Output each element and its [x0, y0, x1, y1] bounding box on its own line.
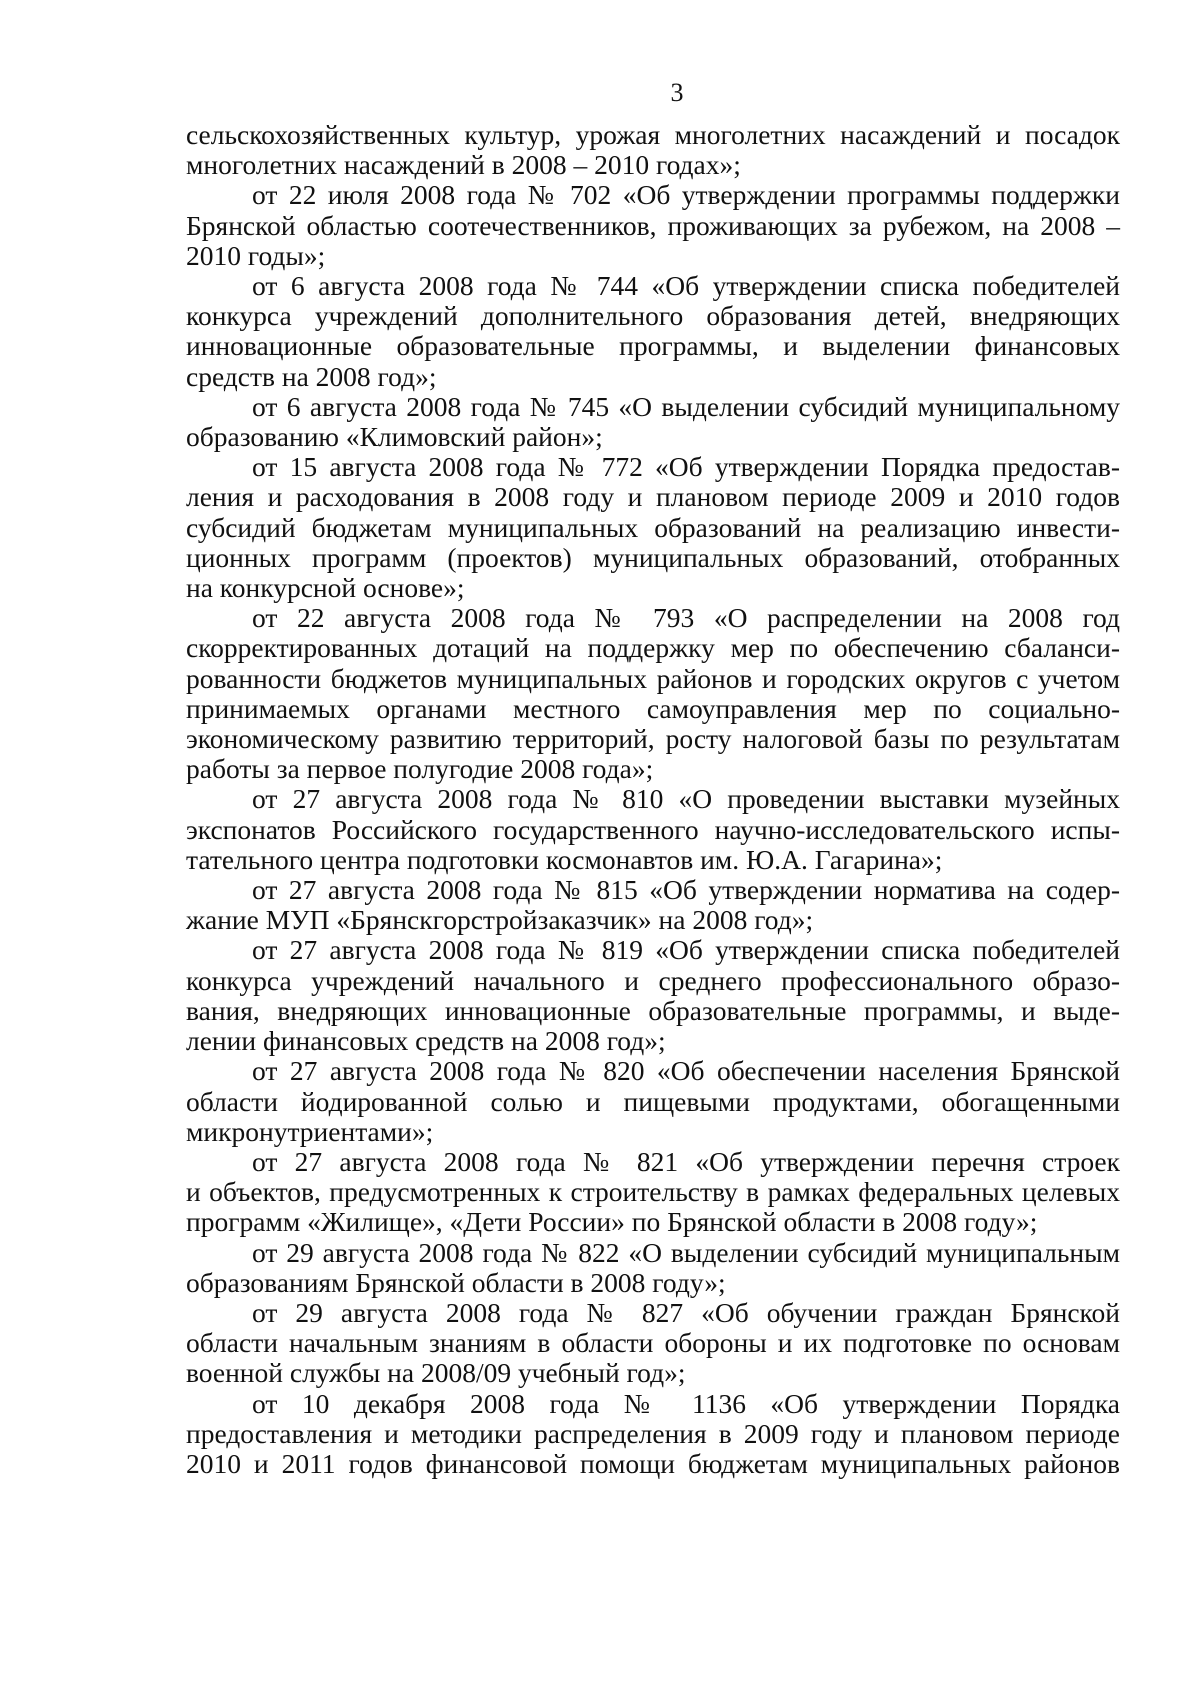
text-line: образованиям Брянской области в 2008 году»; [186, 1266, 726, 1298]
text-line: работы за первое полугодие 2008 года»; [186, 753, 654, 785]
text-line: от 27 августа 2008 года № 815 «Об утверждении норматива на содер- [252, 874, 1120, 906]
text-line: субсидий бюджетам муниципальных образований на реализацию инвести- [186, 511, 1120, 543]
text-line: 2010 годы»; [186, 239, 326, 271]
paragraph [186, 784, 1120, 875]
document-body [186, 120, 1120, 1479]
text-line: области йодированной солью и пищевыми продуктами, обогащенными [186, 1085, 1120, 1117]
paragraph [186, 392, 1120, 452]
text-line: области начальным знаниям в области обороны и их подготовке по основам [186, 1327, 1120, 1359]
text-line: на конкурсной основе»; [186, 572, 465, 604]
text-line: программ «Жилище», «Дети России» по Брянской области в 2008 году»; [186, 1206, 1038, 1238]
text-line: 2010 и 2011 годов финансовой помощи бюджетам муниципальных районов [186, 1447, 1120, 1479]
text-line: принимаемых органами местного самоуправления мер по социально- [186, 692, 1120, 724]
text-line: от 27 августа 2008 года № 810 «О проведении выставки музейных [252, 783, 1120, 815]
page-number: 3 [670, 78, 684, 107]
text-line: и объектов, предусмотренных к строительству в рамках федеральных целевых [186, 1176, 1120, 1208]
text-line: от 15 августа 2008 года № 772 «Об утверждении Порядка предостав- [252, 451, 1120, 483]
text-line: средств на 2008 год»; [186, 360, 437, 392]
text-line: от 6 августа 2008 года № 744 «Об утверждении списка победителей [252, 270, 1120, 302]
paragraph [186, 1389, 1120, 1480]
text-line: предоставления и методики распределения в 2009 году и плановом периоде [186, 1417, 1120, 1449]
text-line: ционных программ (проектов) муниципальных образований, отобранных [186, 541, 1120, 573]
text-line: от 29 августа 2008 года № 822 «О выделении субсидий муниципальным [252, 1236, 1120, 1268]
paragraph [186, 1056, 1120, 1147]
text-line: экономическому развитию территорий, росту налоговой базы по результатам [186, 723, 1120, 755]
text-line: вания, внедряющих инновационные образовательные программы, и выде- [186, 994, 1120, 1026]
text-line: рованности бюджетов муниципальных районов и городских округов с учетом [186, 662, 1120, 694]
text-line: от 22 июля 2008 года № 702 «Об утверждении программы поддержки [252, 179, 1120, 211]
text-line: жание МУП «Брянскгорстройзаказчик» на 2008 год»; [186, 904, 814, 936]
text-line: микронутриентами»; [186, 1115, 434, 1147]
text-line: тательного центра подготовки космонавтов им. Ю.А. Гагарина»; [186, 843, 943, 875]
text-line: от 27 августа 2008 года № 819 «Об утверждении списка победителей [252, 934, 1120, 966]
text-line: конкурса учреждений дополнительного образования детей, внедряющих [186, 300, 1120, 332]
text-line: инновационные образовательные программы, и выделении финансовых [186, 330, 1120, 362]
paragraph [186, 1298, 1120, 1389]
paragraph [186, 875, 1120, 935]
text-line: многолетних насаждений в 2008 – 2010 годах»; [186, 149, 741, 181]
paragraph [186, 271, 1120, 392]
text-line: сельскохозяйственных культур, урожая многолетних насаждений и посадок [186, 119, 1120, 150]
text-line: ления и расходования в 2008 году и плановом периоде 2009 и 2010 годов [186, 481, 1120, 513]
text-line: Брянской областью соотечественников, проживающих за рубежом, на 2008 – [186, 209, 1120, 241]
text-line: от 6 августа 2008 года № 745 «О выделении субсидий муниципальному [252, 390, 1120, 422]
paragraph [186, 935, 1120, 1056]
text-line: от 27 августа 2008 года № 821 «Об утверждении перечня строек [252, 1145, 1120, 1177]
paragraph [186, 603, 1120, 784]
paragraph [186, 452, 1120, 603]
text-line: военной службы на 2008/09 учебный год»; [186, 1357, 686, 1389]
text-line: конкурса учреждений начального и среднего профессионального образо- [186, 964, 1120, 996]
text-line: экспонатов Российского государственного научно-исследовательского испы- [186, 813, 1120, 845]
paragraph [186, 120, 1120, 180]
text-line: образованию «Климовский район»; [186, 421, 603, 453]
text-line: от 27 августа 2008 года № 820 «Об обеспечении населения Брянской [252, 1055, 1120, 1087]
text-line: скорректированных дотаций на поддержку мер по обеспечению сбаланси- [186, 632, 1120, 664]
text-line: от 22 августа 2008 года № 793 «О распределении на 2008 год [252, 602, 1120, 634]
text-line: лении финансовых средств на 2008 год»; [186, 1025, 666, 1057]
paragraph [186, 1238, 1120, 1298]
paragraph [186, 180, 1120, 271]
text-line: от 10 декабря 2008 года № 1136 «Об утверждении Порядка [252, 1387, 1120, 1419]
paragraph [186, 1147, 1120, 1238]
text-line: от 29 августа 2008 года № 827 «Об обучении граждан Брянской [252, 1296, 1120, 1328]
